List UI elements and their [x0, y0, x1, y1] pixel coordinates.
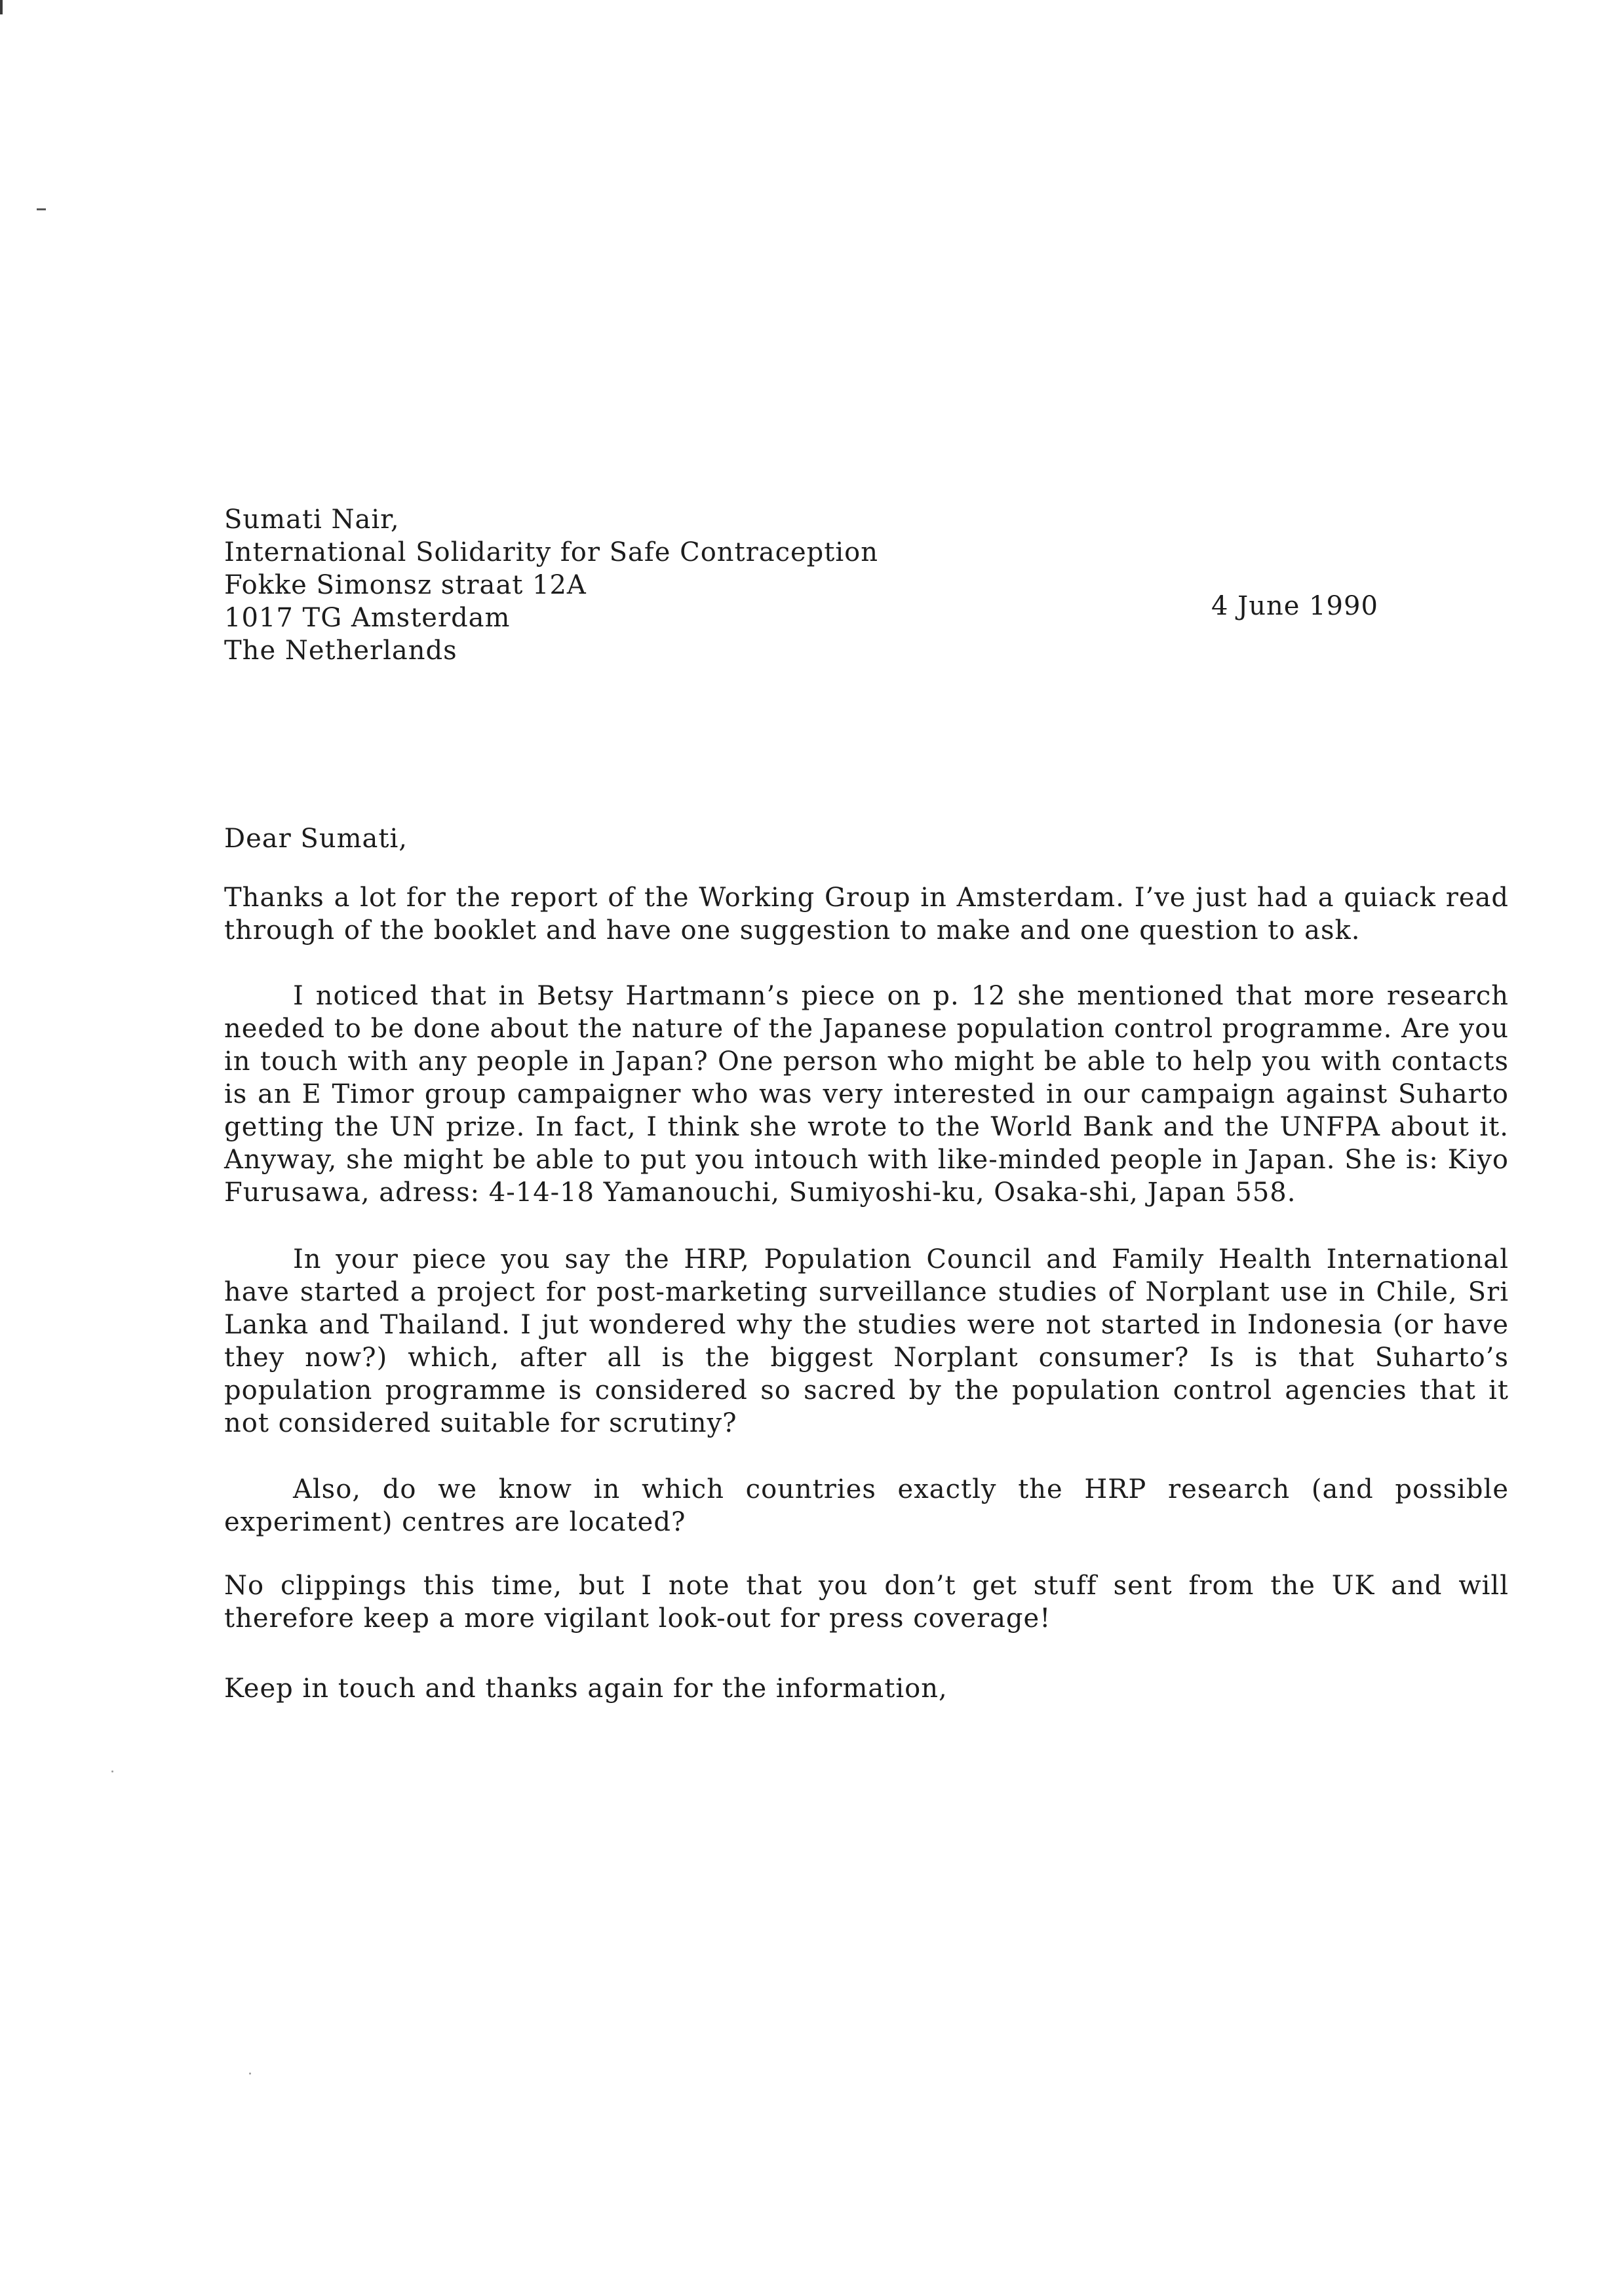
paragraph-4 — [224, 1473, 1509, 1539]
letter-date: 4 June 1990 — [1211, 591, 1378, 621]
recipient-name: Sumati Nair, — [224, 505, 400, 535]
recipient-organization: International Solidarity for Safe Contraception — [224, 537, 878, 567]
recipient-address — [224, 503, 878, 667]
paragraph-6 — [224, 1672, 1509, 1705]
paragraph-3-text: In your piece you say the HRP, Population Council and Family Health International have started a project for post-marketing surveillance studies of Norplant use in Chile, Sri Lanka and Thailand. I jut wondered why the studies were not started in Indonesia (or have they now?) which, after all is the biggest Norplant consumer? Is is that Suharto’s population programme is considered so sacred by the population control agencies that it not considered suitable for scrutiny? — [224, 1244, 1509, 1438]
scan-speck — [249, 2073, 251, 2075]
paragraph-2 — [224, 980, 1509, 1209]
recipient-country: The Netherlands — [224, 636, 457, 666]
paragraph-5 — [224, 1569, 1509, 1635]
scan-dash-mark — [37, 208, 46, 210]
paragraph-3 — [224, 1243, 1509, 1440]
paragraph-1 — [224, 881, 1509, 947]
recipient-city: 1017 TG Amsterdam — [224, 603, 511, 633]
paragraph-5-text: No clippings this time, but I note that you don’t get stuff sent from the UK and will therefore keep a more vigilant look-out for press coverage! — [224, 1571, 1509, 1634]
paragraph-4-text: Also, do we know in which countries exactly the HRP research (and possible experiment) centres are located? — [224, 1474, 1509, 1537]
recipient-street: Fokke Simonsz straat 12A — [224, 570, 587, 600]
salutation: Dear Sumati, — [224, 824, 408, 854]
paragraph-1-text: Thanks a lot for the report of the Working Group in Amsterdam. I’ve just had a quiack read through of the booklet and have one suggestion to make and one question to ask. — [224, 883, 1509, 946]
paragraph-2-text: I noticed that in Betsy Hartmann’s piece on p. 12 she mentioned that more research needed to be done about the nature of the Japanese population control programme. Are you in touch with any people in Japan? One person who might be able to help you with contacts is an E Timor group campaigner who was very interested in our campaign against Suharto getting the UN prize. In fact, I think she wrote to the World Bank and the UNFPA about it. Anyway, she might be able to put you intouch with like-minded people in Japan. She is: Kiyo Furusawa, adress: 4-14-18 Yamanouchi, Sumiyoshi-ku, Osaka-shi, Japan 558. — [224, 981, 1509, 1208]
paragraph-6-text: Keep in touch and thanks again for the information, — [224, 1674, 948, 1704]
scan-speck — [111, 1770, 113, 1772]
scan-edge-mark — [0, 0, 3, 14]
